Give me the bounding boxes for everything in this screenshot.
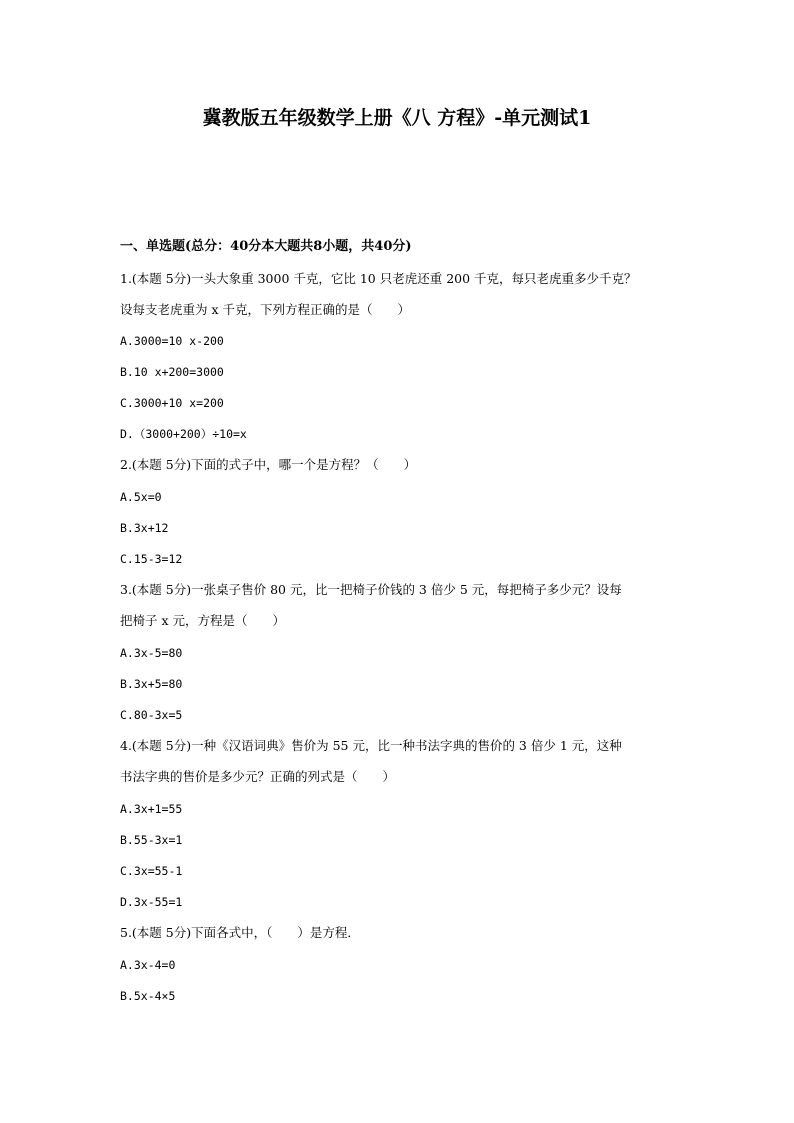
question-4-stem-line-1: 4.(本题 5分)一种《汉语词典》售价为 55 元，比一种书法字典的售价的 3 倍少 1 元，这种 xyxy=(120,738,622,753)
question-5-stem-line-1: 5.(本题 5分)下面各式中，（ ）是方程． xyxy=(120,925,360,940)
question-4-option-d: D.3x-55=1 xyxy=(120,895,183,909)
question-1-stem-line-1: 1.(本题 5分)一头大象重 3000 千克，它比 10 只老虎还重 200 千克，每只老虎重多少千克？ xyxy=(120,271,637,286)
question-3-option-c: C.80-3x=5 xyxy=(120,708,183,722)
question-3-stem-line-1: 3.(本题 5分)一张桌子售价 80 元，比一把椅子价钱的 3 倍少 5 元，每把椅子多少元？设每 xyxy=(120,582,622,597)
section-heading: 一、单选题(总分：40分本大题共8小题，共40分) xyxy=(120,239,412,254)
question-3-option-b: B.3x+5=80 xyxy=(120,677,183,691)
question-2-stem-line-1: 2.(本题 5分)下面的式子中，哪一个是方程？（ ） xyxy=(120,457,417,472)
question-1-stem-line-2: 设每支老虎重为 x 千克，下列方程正确的是（ ） xyxy=(120,302,410,317)
question-2-option-c: C.15-3=12 xyxy=(120,552,183,566)
question-1-option-a: A.3000=10 x-200 xyxy=(120,334,224,348)
question-4-option-b: B.55-3x=1 xyxy=(120,833,183,847)
question-2-option-a: A.5x=0 xyxy=(120,490,162,504)
question-1-option-b: B.10 x+200=3000 xyxy=(120,365,224,379)
question-5-option-b: B.5x-4×5 xyxy=(120,989,176,1003)
question-4-option-a: A.3x+1=55 xyxy=(120,802,183,816)
question-3-option-a: A.3x-5=80 xyxy=(120,646,183,660)
question-4-option-c: C.3x=55-1 xyxy=(120,864,183,878)
question-1-option-d: D.（3000+200）÷10=x xyxy=(120,427,247,441)
question-2-option-b: B.3x+12 xyxy=(120,521,169,535)
question-5-option-a: A.3x-4=0 xyxy=(120,958,176,972)
document-title: 冀教版五年级数学上册《八 方程》-单元测试1 xyxy=(202,107,592,129)
question-3-stem-line-2: 把椅子 x 元，方程是（ ） xyxy=(120,613,285,628)
question-4-stem-line-2: 书法字典的售价是多少元？正确的列式是（ ） xyxy=(120,769,396,784)
question-1-option-c: C.3000+10 x=200 xyxy=(120,396,224,410)
